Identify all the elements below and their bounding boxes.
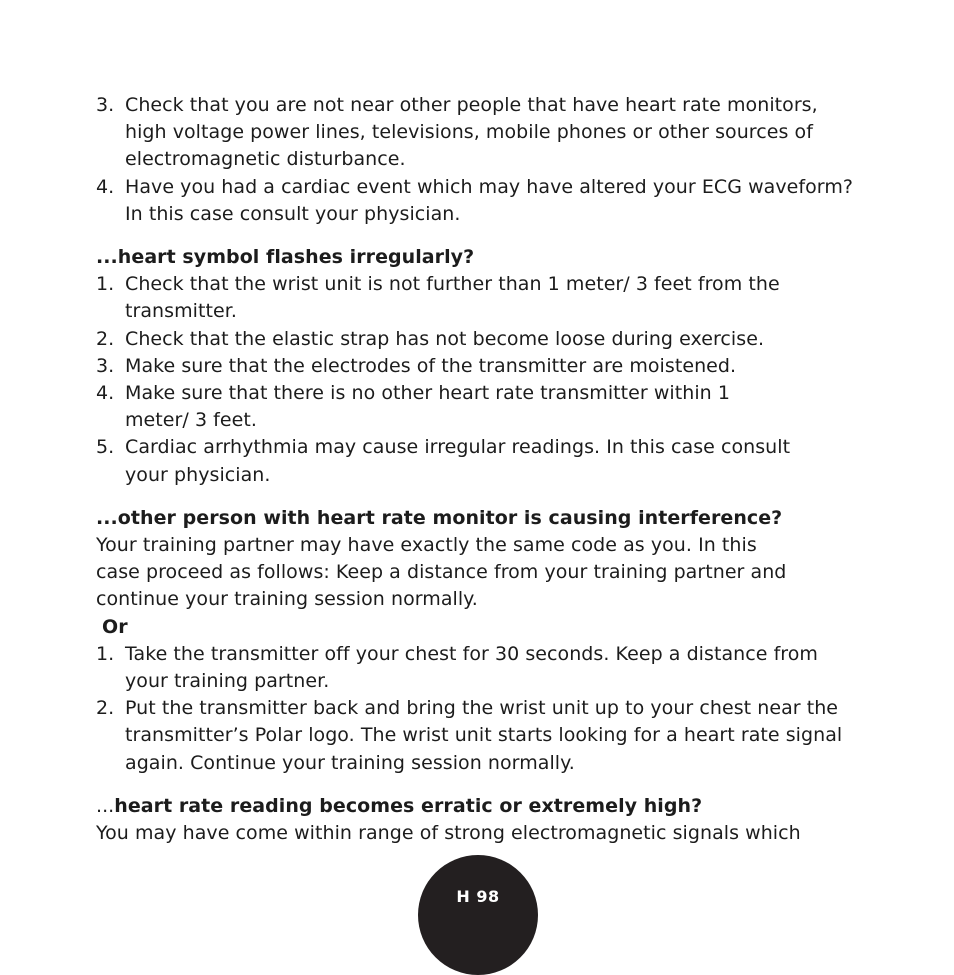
- list-item-number: 2.: [96, 327, 115, 350]
- list-item: [96, 353, 856, 380]
- list-item-text: Take the transmitter off your chest for 30 seconds. Keep a distance from your training partner.: [125, 642, 818, 693]
- interference-paragraph: Your training partner may have exactly the same code as you. In this case proceed as follows: Keep a distance from your training partner and continue your training session normally.: [96, 534, 787, 611]
- list-item: [96, 326, 856, 353]
- or-label: Or: [102, 615, 128, 638]
- page-number: H 98: [456, 887, 500, 906]
- list-item-number: 4.: [96, 382, 115, 405]
- list-item-number: 4.: [96, 175, 115, 198]
- list-item-number: 2.: [96, 697, 115, 720]
- list-item: [96, 92, 856, 174]
- section-heading-flash: ...heart symbol flashes irregularly?: [96, 246, 475, 269]
- list-top: [96, 92, 856, 228]
- list-item-text: Check that the elastic strap has not become loose during exercise.: [125, 327, 765, 350]
- list-item-number: 1.: [96, 642, 115, 665]
- list-item-text: Have you had a cardiac event which may have altered your ECG waveform? In this case consult your physician.: [125, 175, 854, 225]
- list-flash: [96, 271, 856, 489]
- list-item: [96, 641, 856, 695]
- list-item-text: Cardiac arrhythmia may cause irregular readings. In this case consult your physician.: [125, 436, 791, 486]
- list-item-text: Check that you are not near other people that have heart rate monitors, high voltage power lines, televisions, mobile phones or other sources of electromagnetic disturbance.: [125, 94, 818, 171]
- list-item-number: 5.: [96, 436, 115, 459]
- list-item: [96, 174, 856, 228]
- section-heading-erratic: [96, 793, 856, 820]
- list-item: [96, 434, 856, 488]
- list-item: [96, 695, 856, 777]
- heading-text: heart rate reading becomes erratic or extremely high?: [114, 794, 703, 817]
- page-content: [96, 92, 856, 847]
- list-item-text: Put the transmitter back and bring the wrist unit up to your chest near the transmitter’s Polar logo. The wrist unit starts looking for a heart rate signal again. Continue your training session normally.: [125, 697, 843, 774]
- list-interference: [96, 641, 856, 777]
- list-item-text: Make sure that the electrodes of the transmitter are moistened.: [125, 354, 737, 377]
- list-item-text: Check that the wrist unit is not further than 1 meter/ 3 feet from the transmitter.: [125, 273, 780, 323]
- list-item-text: Make sure that there is no other heart rate transmitter within 1 meter/ 3 feet.: [125, 382, 731, 432]
- erratic-paragraph: You may have come within range of strong electromagnetic signals which: [96, 822, 801, 845]
- list-item-number: 3.: [96, 94, 115, 116]
- section-heading-interference: ...other person with heart rate monitor is causing interference?: [96, 506, 783, 529]
- heading-lead-dots: ...: [96, 794, 115, 817]
- list-item: [96, 271, 856, 325]
- list-item: [96, 380, 856, 434]
- page-number-badge: [418, 855, 538, 975]
- list-item-number: 3.: [96, 354, 115, 377]
- list-item-number: 1.: [96, 273, 115, 296]
